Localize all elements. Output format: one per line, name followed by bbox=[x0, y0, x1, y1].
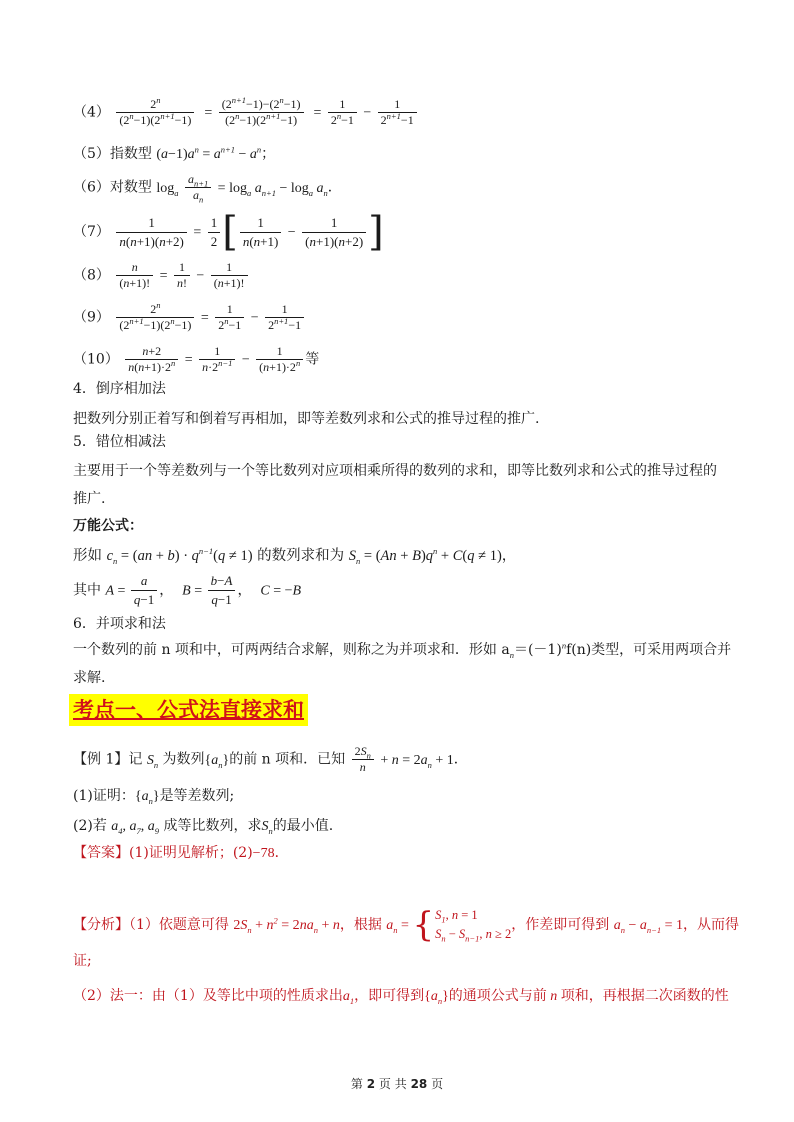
example-1-statement: 【例 1】记 $S_n$ 为数列$\{a_n\}$的前 n 项和．已知 $\frac{2S_n}{n}$ + $n = 2a_n + 1$． bbox=[73, 744, 468, 774]
item-text: 指数型 bbox=[109, 146, 152, 162]
formula-item-6: （6）对数型 $\log_a$ $\frac{a_{n+1}}{a_n}$ = $\log_a a_{n+1} - \log_a a_n$． bbox=[73, 172, 342, 205]
item-label: （8） bbox=[73, 267, 110, 284]
universal-formula-line2: 其中 A = $\frac{a}{q-1}$ ， B = $\frac{b-A}{q-1}$ ， C = −B bbox=[73, 573, 302, 607]
topic-heading: 考点一、公式法直接求和 bbox=[69, 694, 308, 726]
formula-item-5: （5）指数型 $(a-1)a^n = a^{n+1} - a^n$； bbox=[73, 144, 276, 162]
example-1-analysis-line3: （2）法一：由（1）及等比中项的性质求出$a_1$，即可得到$\{a_n\}$的通项公式与前 n 项和，再根据二次函数的性 bbox=[73, 988, 729, 1006]
section-6-body-line1: 一个数列的前 n 项和中，可两两结合求解，则称之为并项求和．形如 $a_n=(-1)^nf(n)$类型，可采用两项合并 bbox=[73, 640, 732, 660]
section-6-title: 6．并项求和法 bbox=[73, 616, 166, 632]
item-label: （7） bbox=[73, 224, 110, 240]
formula-item-8: （8） $\frac{n}{(n+1)!}$ = $\frac{1}{n!}$ − $\frac{1}{(n+1)!}$ bbox=[73, 260, 250, 291]
item-label: （4） bbox=[73, 104, 110, 121]
total-pages: 28 bbox=[410, 1077, 428, 1091]
example-1-question-2: (2)若 $a_4$, $a_7$, $a_9$ 成等比数列，求$S_n$的最小值. bbox=[73, 818, 334, 836]
example-1-analysis-line2: 证; bbox=[73, 953, 92, 969]
universal-formula-title: 万能公式： bbox=[73, 518, 143, 534]
page-number: 2 bbox=[366, 1077, 376, 1091]
section-5-body-line2: 推广. bbox=[73, 491, 106, 507]
formula-item-4: （4） $\frac{2^n}{(2^n-1)(2^{n+1}-1)}$ = $\frac{(2^{n+1}-1)-(2^n-1)}{(2^n-1)(2^{n+1}-1)}$ = $\frac{1}{2^n-1}$ − $\frac{1}{2^{n+1}-1}$ bbox=[73, 97, 419, 128]
section-4-body: 把数列分别正着写和倒着写再相加，即等差数列求和公式的推导过程的推广. bbox=[73, 411, 540, 427]
example-1-answer: 【答案】(1)证明见解析；(2)−78． bbox=[73, 845, 289, 861]
formula-item-7: （7） $\frac{1}{n(n+1)(n+2)}$ = $\frac{1}{2}$ [ $\frac{1}{n(n+1)}$ − $\frac{1}{(n+1)(n+2)}$ ] bbox=[73, 209, 384, 255]
example-1-analysis-line1: 【分析】（1）依题意可得 $2S_n + n^2 = 2na_n + n$，根据 $a_n$ = { $S_1$, n = 1 $S_n - S_{n-1}$, n ≥ 2 ，作差即可得到 $a_n - a_{n-1} = 1$，从而得 bbox=[73, 905, 740, 945]
section-5-title: 5．错位相减法 bbox=[73, 434, 166, 450]
section-5-body-line1: 主要用于一个等差数列与一个等比数列对应项相乘所得的数列的求和，即等比数列求和公式的推导过程的 bbox=[73, 463, 717, 479]
item-label: （6） bbox=[73, 179, 110, 196]
example-1-question-1: (1)证明：$\{a_n\}$是等差数列; bbox=[73, 788, 235, 806]
page-footer: 第 2 页 共 28 页 bbox=[350, 1077, 444, 1091]
item-label: （9） bbox=[73, 309, 110, 326]
item-label: （5） bbox=[73, 146, 110, 162]
item-label: （10） bbox=[73, 351, 119, 368]
universal-formula-line1: 形如 $c_n = (an + b) \cdot q^{n-1}(q \ne 1)$ 的数列求和为 $S_n = (An + B)q^n + C(q \ne 1)$， bbox=[73, 546, 517, 566]
formula-item-10: （10） $\frac{n+2}{n(n+1)\cdot 2^n}$ = $\frac{1}{n\cdot 2^{n-1}}$ − $\frac{1}{(n+1)\cdot 2^n}$ 等 bbox=[73, 344, 320, 374]
section-4-title: 4．倒序相加法 bbox=[73, 381, 166, 397]
item-text: 对数型 bbox=[109, 179, 152, 196]
formula-item-9: （9） $\frac{2^n}{(2^{n+1}-1)(2^n-1)}$ = $\frac{1}{2^n-1}$ − $\frac{1}{2^{n+1}-1}$ bbox=[73, 302, 306, 333]
section-6-body-line2: 求解. bbox=[73, 670, 106, 686]
